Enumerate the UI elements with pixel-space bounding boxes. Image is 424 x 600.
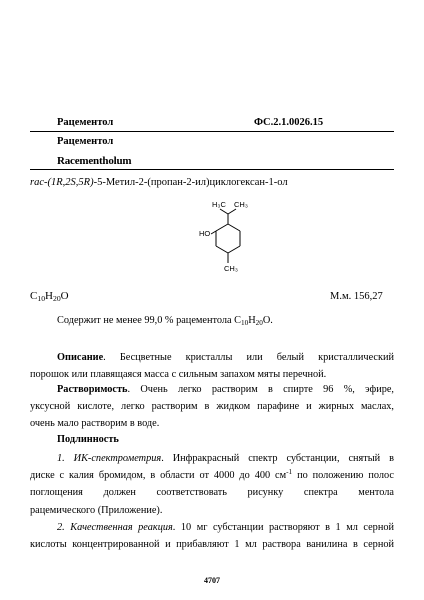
iupac-stereo: (1R,2S,5R) <box>47 177 94 188</box>
iupac-prefix: rac <box>30 177 44 188</box>
identity-heading: Подлинность <box>57 434 119 445</box>
molar-mass: М.м. 156,27 <box>330 291 383 302</box>
iupac-rest: -5-Метил-2-(пропан-2-ил)циклогексан-1-ол <box>93 177 288 188</box>
ir-label: 1. ИК-спектрометрия <box>57 453 162 464</box>
label-ho: HO <box>199 229 211 238</box>
header-rule <box>30 131 394 132</box>
monograph-name-latin: Racementholum <box>57 155 132 167</box>
label-h3c: H₃C <box>212 200 226 209</box>
description-label: Описание <box>57 352 104 363</box>
molecular-formula: $C_{10}H_{20}O$ <box>30 290 69 303</box>
content-statement: Содержит не менее 99,0 % рацементола $C_{10}H_{20}O$. <box>57 315 273 327</box>
structural-formula <box>190 196 270 284</box>
page-number: 4707 <box>204 576 220 585</box>
monograph-code: ФС.2.1.0026.15 <box>254 117 324 128</box>
ir-paragraph: 1. ИК-спектрометрия. Инфракрасный спектр субстанции, снятый в диске с калия бромидом, в области от 4000 до 400 $см^{-1}$ по положению полос поглощения должен соответствовать рисунку спектра ментола рацемического (Приложение). <box>30 453 394 516</box>
label-ch3-top: CH₃ <box>234 200 248 209</box>
monograph-name-ru-2: Рацементол <box>57 136 114 147</box>
title-rule <box>30 169 394 170</box>
qualitative-reaction-label: 2. Качественная реакция <box>57 522 173 533</box>
monograph-name-ru: Рацементол <box>57 117 114 128</box>
description-paragraph: Описание. Бесцветные кристаллы или белый кристаллический порошок или плавящаяся масса с сильным запахом мяты перечной. <box>30 352 394 381</box>
qualitative-reaction-paragraph: 2. Качественная реакция. 10 мг субстанции растворяют в 1 мл серной кислоты концентрированной и прибавляют 1 мл раствора ванилина в серной <box>30 522 394 551</box>
solubility-label: Растворимость <box>57 384 128 395</box>
cyclohexane-ring <box>211 209 240 263</box>
solubility-paragraph: Растворимость. Очень легко растворим в спирте 96 %, эфире, уксусной кислоте, легко растворим в жидком парафине и жирных маслах, очень мало растворим в воде. <box>30 384 394 430</box>
iupac-name: rac-(1R,2S,5R)-5-Метил-2-(пропан-2-ил)циклогексан-1-ол <box>30 177 288 188</box>
label-ch3-bottom: CH₃ <box>224 264 238 273</box>
